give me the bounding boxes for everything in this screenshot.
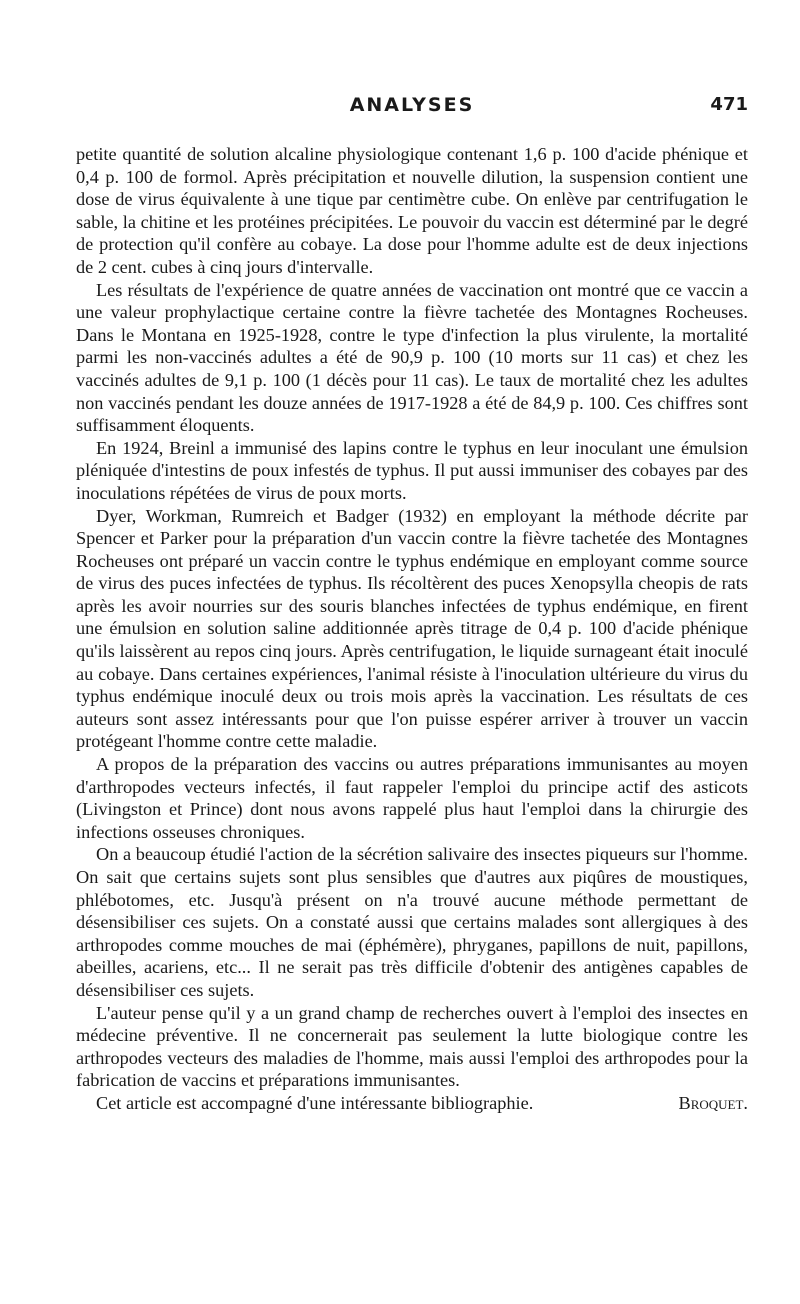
paragraph-7: L'auteur pense qu'il y a un grand champ de recherches ouvert à l'emploi des insectes en médecine préventive. Il ne concernerait pas seulement la lutte biologique contre les arthropodes vecteurs des maladies de l'homme, mais aussi l'emploi des arthropodes pour la fabrication de vaccins et préparations immunisantes.	[76, 1002, 748, 1091]
paragraph-5: A propos de la préparation des vaccins ou autres préparations immunisantes au moyen d'arthropodes vecteurs infectés, il faut rappeler l'emploi du principe actif des asticots (Livingston et Prince) dont nous avons rappelé plus haut l'emploi dans la chirurgie des infections osseuses chroniques.	[76, 754, 748, 842]
paragraph-4: Dyer, Workman, Rumreich et Badger (1932) en employant la méthode décrite par Spencer et Parker pour la préparation d'un vaccin contre la fièvre tachetée des Montagnes Rocheuses ont préparé un vaccin contre le typhus endémique en employant comme source de virus des puces infectées de typhus. Ils récoltèrent des puces Xenopsylla cheopis de rats après les avoir nourries sur des souris blanches infectées de typhus endémique, en firent une émulsion en solution saline additionnée après titrage de 0,4 p. 100 d'acide phénique qu'ils laissèrent au repos cinq jours. Après centrifugation, le liquide surnageant était inoculé au cobaye. Dans certaines expériences, l'animal résiste à l'inoculation ultérieure du virus du typhus endémique inoculé deux ou trois mois après la vaccination. Les résultats de ces auteurs sont assez intéressants pour que l'on puisse espérer arriver à trouver un vaccin protégeant l'homme contre cette maladie.	[76, 505, 748, 752]
paragraph-6: On a beaucoup étudié l'action de la sécrétion salivaire des insectes piqueurs sur l'homme. On sait que certains sujets sont plus sensibles que d'autres aux piqûres de moustiques, phlébotomes, etc. Jusqu'à présent on n'a trouvé aucune méthode permettant de désensibiliser ces sujets. On a constaté aussi que certains malades sont allergiques à des arthropodes comme mouches de mai (éphémère), phryganes, papillons de nuit, papillons, abeilles, acariens, etc... Il ne serait pas très difficile d'obtenir des antigènes capables de désensibiliser ces sujets.	[76, 844, 748, 1000]
paragraph-3: En 1924, Breinl a immunisé des lapins contre le typhus en leur inoculant une émulsion pléniquée d'intestins de poux infestés de typhus. Il put aussi immuniser des cobayes par des inoculations répétées de virus de poux morts.	[76, 437, 748, 503]
running-title: ANALYSES	[349, 94, 475, 116]
paragraph-2: Les résultats de l'expérience de quatre années de vaccination ont montré que ce vaccin a une valeur prophylactique certaine contre la fièvre tachetée des Montagnes Rocheuses. Dans le Montana en 1925-1928, contre le type d'infection la plus virulente, la mortalité parmi les non-vaccinés adultes a été de 90,9 p. 100 (10 morts sur 11 cas) et chez les vaccinés adultes de 9,1 p. 100 (1 décès pour 11 cas). Le taux de mortalité chez les adultes non vaccinés pendant les douze années de 1917-1928 a été de 84,9 p. 100. Ces chiffres sont suffisamment éloquents.	[76, 279, 748, 436]
closing-line	[76, 1092, 748, 1115]
page-header	[76, 94, 748, 120]
closing-text: Cet article est accompagné d'une intéressante bibliographie.	[96, 1092, 534, 1113]
page-number: 471	[710, 94, 748, 115]
author-signature: Broquet.	[678, 1092, 748, 1113]
body-text	[76, 143, 748, 1115]
paragraph-1: petite quantité de solution alcaline physiologique contenant 1,6 p. 100 d'acide phénique et 0,4 p. 100 de formol. Après précipitation et nouvelle dilution, la suspension contient une dose de virus équivalente à une tique par centimètre cube. On enlève par centrifugation le sable, la chitine et les protéines précipitées. Le pouvoir du vaccin est déterminé par le degré de protection qu'il confère au cobaye. La dose pour l'homme adulte est de deux injections de 2 cent. cubes à cinq jours d'intervalle.	[76, 144, 748, 277]
